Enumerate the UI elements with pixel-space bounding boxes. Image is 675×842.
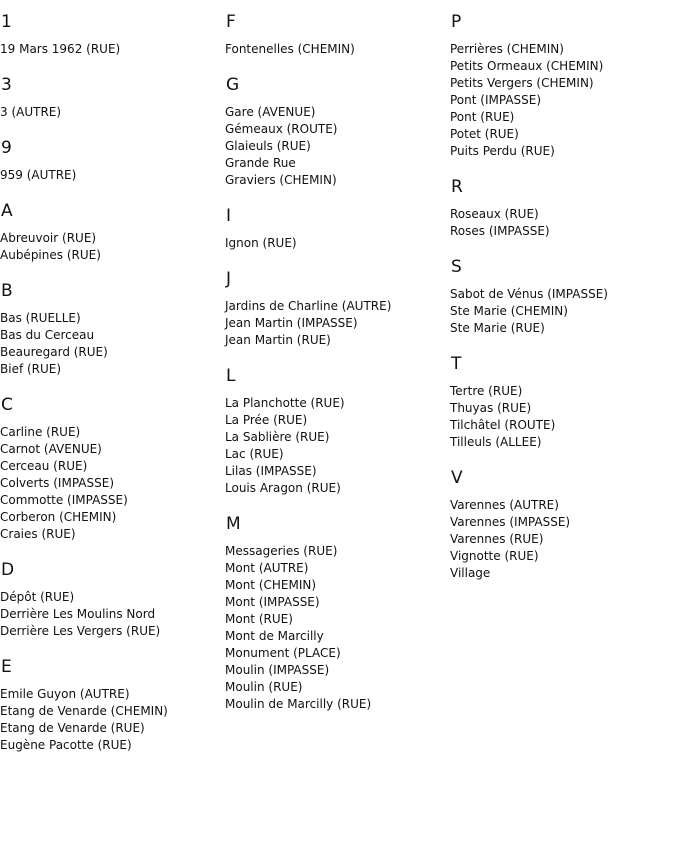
letter-group: [450, 12, 675, 160]
street-item[interactable]: Ste Marie (RUE): [450, 321, 545, 335]
street-item[interactable]: Abreuvoir (RUE): [0, 231, 97, 245]
letter-heading: 3: [1, 75, 12, 95]
street-item[interactable]: Tertre (RUE): [450, 384, 523, 398]
letter-heading: D: [1, 560, 15, 580]
street-item[interactable]: Lilas (IMPASSE): [225, 464, 317, 478]
street-item[interactable]: Puits Perdu (RUE): [450, 144, 555, 158]
street-list: [225, 104, 445, 189]
street-item[interactable]: Cerceau (RUE): [0, 459, 88, 473]
street-item[interactable]: Roses (IMPASSE): [450, 224, 550, 238]
street-item[interactable]: Etang de Venarde (RUE): [0, 721, 145, 735]
street-list: [0, 589, 220, 640]
street-item[interactable]: Carnot (AVENUE): [0, 442, 102, 456]
street-item[interactable]: Colverts (IMPASSE): [0, 476, 114, 490]
street-item[interactable]: Potet (RUE): [450, 127, 519, 141]
street-item[interactable]: Gare (AVENUE): [225, 105, 316, 119]
street-item[interactable]: Pont (RUE): [450, 110, 515, 124]
street-list: [0, 167, 220, 184]
street-index-column-3: [450, 0, 675, 599]
street-item[interactable]: Mont (IMPASSE): [225, 595, 320, 609]
street-item[interactable]: Corberon (CHEMIN): [0, 510, 117, 524]
street-list: [450, 383, 675, 451]
street-item[interactable]: Derrière Les Moulins Nord: [0, 607, 156, 621]
street-item[interactable]: Lac (RUE): [225, 447, 284, 461]
street-item[interactable]: Village: [450, 566, 491, 580]
letter-heading: G: [226, 75, 240, 95]
street-item[interactable]: Carline (RUE): [0, 425, 81, 439]
street-list: [225, 543, 445, 713]
letter-group: [0, 560, 220, 640]
letter-group: [450, 257, 675, 337]
letter-heading: M: [226, 514, 241, 534]
street-list: [225, 298, 445, 349]
street-item[interactable]: Bas du Cerceau: [0, 328, 95, 342]
letter-group: [225, 12, 445, 58]
street-index-column-1: [0, 0, 220, 771]
street-item[interactable]: Jean Martin (IMPASSE): [225, 316, 358, 330]
street-list: [0, 41, 220, 58]
street-item[interactable]: Dépôt (RUE): [0, 590, 75, 604]
letter-group: [225, 206, 445, 252]
street-list: [0, 424, 220, 543]
street-item[interactable]: Grande Rue: [225, 156, 296, 170]
street-item[interactable]: Ignon (RUE): [225, 236, 297, 250]
street-item[interactable]: Emile Guyon (AUTRE): [0, 687, 130, 701]
street-list: [0, 230, 220, 264]
street-item[interactable]: Roseaux (RUE): [450, 207, 539, 221]
street-item[interactable]: 19 Mars 1962 (RUE): [0, 42, 121, 56]
street-item[interactable]: Petits Vergers (CHEMIN): [450, 76, 594, 90]
street-item[interactable]: Mont (RUE): [225, 612, 293, 626]
letter-group: [225, 269, 445, 349]
street-item[interactable]: 959 (AUTRE): [0, 168, 77, 182]
street-item[interactable]: Aubépines (RUE): [0, 248, 101, 262]
letter-heading: S: [451, 257, 462, 277]
street-item[interactable]: Bief (RUE): [0, 362, 62, 376]
letter-group: [0, 12, 220, 58]
letter-heading: B: [1, 281, 13, 301]
street-item[interactable]: Tilchâtel (ROUTE): [450, 418, 556, 432]
letter-group: [0, 657, 220, 754]
street-item[interactable]: Moulin de Marcilly (RUE): [225, 697, 372, 711]
street-item[interactable]: Commotte (IMPASSE): [0, 493, 128, 507]
street-item[interactable]: Monument (PLACE): [225, 646, 341, 660]
letter-heading: J: [226, 269, 232, 289]
street-index-column-2: [225, 0, 445, 730]
letter-heading: E: [1, 657, 12, 677]
letter-heading: R: [451, 177, 463, 197]
street-item[interactable]: Jardins de Charline (AUTRE): [225, 299, 392, 313]
letter-heading: 9: [1, 138, 12, 158]
letter-group: [450, 468, 675, 582]
street-item[interactable]: Moulin (IMPASSE): [225, 663, 330, 677]
street-list: [0, 310, 220, 378]
street-item[interactable]: Mont de Marcilly: [225, 629, 324, 643]
street-list: [225, 395, 445, 497]
letter-group: [225, 514, 445, 713]
street-item[interactable]: Gémeaux (ROUTE): [225, 122, 338, 136]
street-list: [450, 41, 675, 160]
letter-heading: L: [226, 366, 236, 386]
letter-group: [0, 395, 220, 543]
street-item[interactable]: Perrières (CHEMIN): [450, 42, 564, 56]
letter-group: [0, 281, 220, 378]
letter-group: [225, 75, 445, 189]
street-item[interactable]: Louis Aragon (RUE): [225, 481, 341, 495]
letter-heading: P: [451, 12, 462, 32]
letter-group: [0, 75, 220, 121]
street-item[interactable]: La Prée (RUE): [225, 413, 308, 427]
street-item[interactable]: Beauregard (RUE): [0, 345, 108, 359]
street-item[interactable]: Thuyas (RUE): [450, 401, 532, 415]
letter-heading: T: [451, 354, 462, 374]
street-item[interactable]: Petits Ormeaux (CHEMIN): [450, 59, 604, 73]
street-item[interactable]: Jean Martin (RUE): [225, 333, 331, 347]
street-list: [450, 497, 675, 582]
street-list: [225, 41, 445, 58]
street-item[interactable]: Craies (RUE): [0, 527, 76, 541]
letter-group: [450, 354, 675, 451]
street-item[interactable]: Etang de Venarde (CHEMIN): [0, 704, 168, 718]
letter-heading: A: [1, 201, 13, 221]
street-item[interactable]: Derrière Les Vergers (RUE): [0, 624, 161, 638]
letter-heading: C: [1, 395, 13, 415]
street-item[interactable]: Varennes (IMPASSE): [450, 515, 571, 529]
street-list: [0, 104, 220, 121]
letter-group: [225, 366, 445, 497]
letter-group: [0, 138, 220, 184]
street-item[interactable]: La Sablière (RUE): [225, 430, 330, 444]
street-item[interactable]: La Planchotte (RUE): [225, 396, 345, 410]
street-item[interactable]: Mont (AUTRE): [225, 561, 309, 575]
street-item[interactable]: Varennes (RUE): [450, 532, 544, 546]
street-item[interactable]: Vignotte (RUE): [450, 549, 539, 563]
street-item[interactable]: Glaieuls (RUE): [225, 139, 311, 153]
street-item[interactable]: Fontenelles (CHEMIN): [225, 42, 355, 56]
street-item[interactable]: Sabot de Vénus (IMPASSE): [450, 287, 608, 301]
letter-heading: I: [226, 206, 232, 226]
letter-heading: V: [451, 468, 463, 488]
street-item[interactable]: Moulin (RUE): [225, 680, 303, 694]
street-item[interactable]: Mont (CHEMIN): [225, 578, 317, 592]
street-item[interactable]: Bas (RUELLE): [0, 311, 81, 325]
letter-heading: 1: [1, 12, 12, 32]
street-item[interactable]: Messageries (RUE): [225, 544, 338, 558]
street-item[interactable]: Ste Marie (CHEMIN): [450, 304, 568, 318]
street-list: [450, 206, 675, 240]
street-item[interactable]: Tilleuls (ALLEE): [450, 435, 542, 449]
street-list: [0, 686, 220, 754]
street-item[interactable]: Pont (IMPASSE): [450, 93, 542, 107]
street-item[interactable]: Varennes (AUTRE): [450, 498, 559, 512]
street-list: [225, 235, 445, 252]
street-item[interactable]: 3 (AUTRE): [0, 105, 62, 119]
street-item[interactable]: Graviers (CHEMIN): [225, 173, 337, 187]
letter-group: [450, 177, 675, 240]
street-list: [450, 286, 675, 337]
letter-group: [0, 201, 220, 264]
letter-heading: F: [226, 12, 236, 32]
street-item[interactable]: Eugène Pacotte (RUE): [0, 738, 132, 752]
